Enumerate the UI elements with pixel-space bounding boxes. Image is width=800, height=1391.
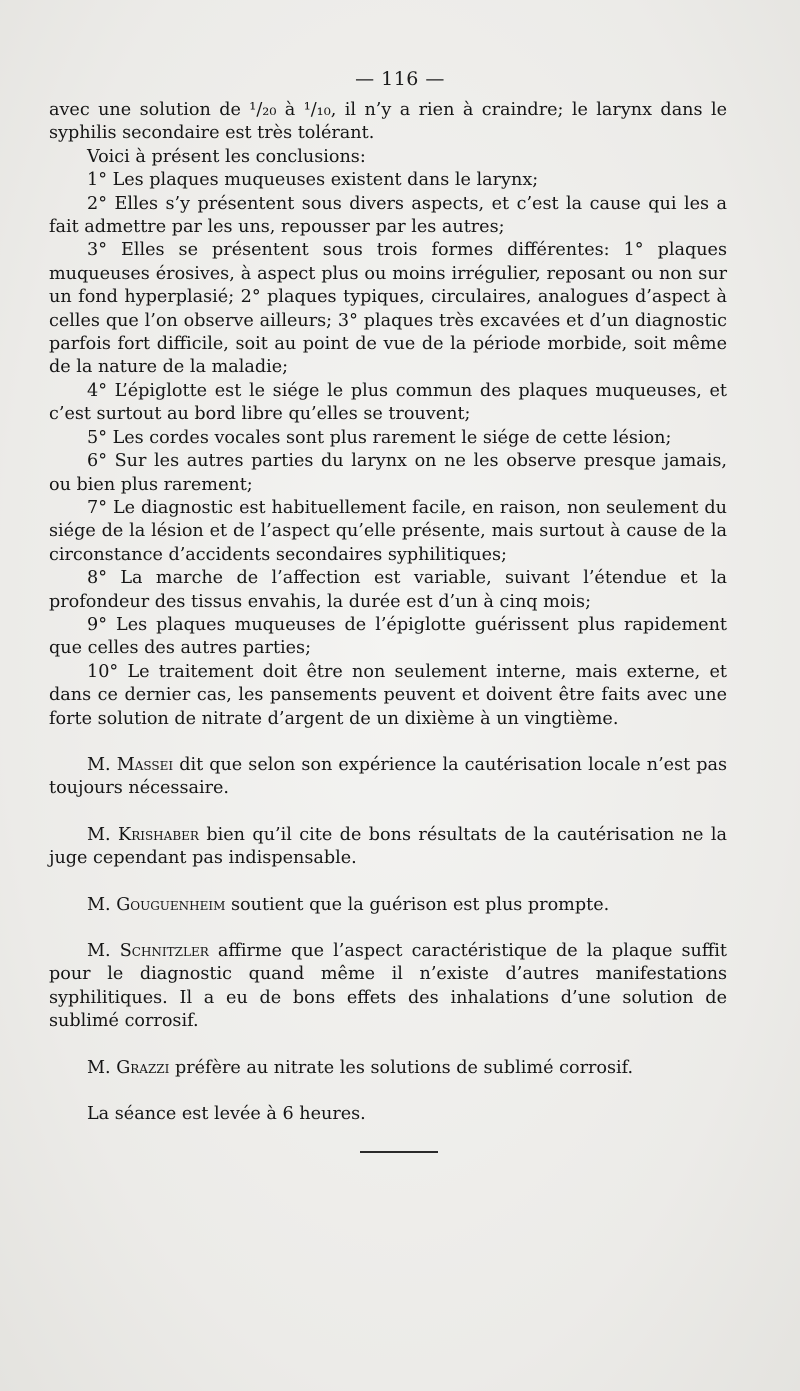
speaker-name: Massei bbox=[116, 754, 174, 775]
conclusion-item: 9° Les plaques muqueuses de l’épiglotte guérissent plus rapidement que celles des autres parties; bbox=[49, 614, 727, 659]
remark-gouguenheim bbox=[49, 894, 727, 917]
remark-prefix: M. bbox=[87, 1057, 111, 1078]
page-number: — 116 — bbox=[355, 68, 445, 90]
conclusion-item: 4° L’épiglotte est le siége le plus commun des plaques muqueuses, et c’est surtout au bord libre qu’elles se trouvent; bbox=[49, 380, 727, 425]
body-text bbox=[49, 99, 727, 1126]
conclusion-item: 8° La marche de l’affection est variable, suivant l’étendue et la profondeur des tissus envahis, la durée est d’un à cinq mois; bbox=[49, 568, 727, 612]
remark-grazzi bbox=[49, 1057, 727, 1080]
conclusion-item: 10° Le traitement doit être non seulement interne, mais externe, et dans ce dernier cas, les pansements peuvent et doivent être faits avec une forte solution de nitrate d’argent de un dixième à un vingtième. bbox=[49, 661, 727, 729]
remark-text: dit que selon son expérience la cautérisation locale n’est pas toujours nécessaire. bbox=[49, 754, 728, 799]
speaker-name: Gouguenheim bbox=[116, 894, 226, 915]
remark-text: soutient que la guérison est plus prompte. bbox=[231, 894, 610, 915]
paragraph: Voici à présent les conclusions: bbox=[87, 146, 366, 167]
remark-krishaber bbox=[49, 824, 727, 871]
remark-text: affirme que l’aspect caractéristique de la plaque suffit pour le diagnostic quand même il n’existe d’autres manifestations syphilitiques. Il a eu de bons effets des inhalations d’une solution de sublimé corrosif. bbox=[49, 941, 728, 1032]
closing-rule bbox=[360, 1151, 438, 1153]
remark-prefix: M. bbox=[87, 824, 111, 845]
remark-prefix: M. bbox=[87, 941, 111, 961]
remark-text: préfère au nitrate les solutions de sublimé corrosif. bbox=[174, 1057, 634, 1078]
remark-massei bbox=[49, 754, 727, 801]
conclusion-item: 1° Les plaques muqueuses existent dans le larynx; bbox=[87, 170, 539, 191]
speaker-name: Grazzi bbox=[116, 1057, 170, 1078]
remark-text: bien qu’il cite de bons résultats de la cautérisation ne la juge cependant pas indispensable. bbox=[49, 824, 728, 869]
paragraph: avec une solution de ¹/₂₀ à ¹/₁₀, il n’y a rien à craindre; le larynx dans le syphilis secondaire est très tolérant. bbox=[49, 100, 727, 144]
conclusion-item: 5° Les cordes vocales sont plus rarement le siége de cette lésion; bbox=[87, 427, 672, 448]
closing-line: La séance est levée à 6 heures. bbox=[87, 1104, 366, 1125]
speaker-name: Krishaber bbox=[118, 824, 199, 845]
remark-prefix: M. bbox=[87, 754, 111, 775]
remark-prefix: M. bbox=[87, 894, 111, 915]
speaker-name: Schnitzler bbox=[119, 941, 209, 961]
conclusion-item: 2° Elles s’y présentent sous divers aspects, et c’est la cause qui les a fait admettre par les uns, repousser par les autres; bbox=[49, 193, 727, 238]
conclusion-item: 6° Sur les autres parties du larynx on ne les observe presque jamais, ou bien plus rarement; bbox=[49, 451, 727, 495]
remark-schnitzler bbox=[49, 940, 727, 1034]
conclusion-item: 7° Le diagnostic est habituellement facile, en raison, non seulement du siége de la lésion et de l’aspect qu’elle présente, mais surtout à cause de la circonstance d’accidents secondaires syphilitiques; bbox=[49, 497, 727, 565]
conclusion-item: 3° Elles se présentent sous trois formes différentes: 1° plaques muqueuses érosives, à aspect plus ou moins irrégulier, reposant ou non sur un fond hyperplasié; 2° plaques typiques, circulaires, analogues d’aspect à celles que l’on observe ailleurs; 3° plaques très excavées et d’un diagnostic parfois fort difficile, soit au point de vue de la période morbide, soit même de la nature de la maladie; bbox=[49, 240, 727, 378]
